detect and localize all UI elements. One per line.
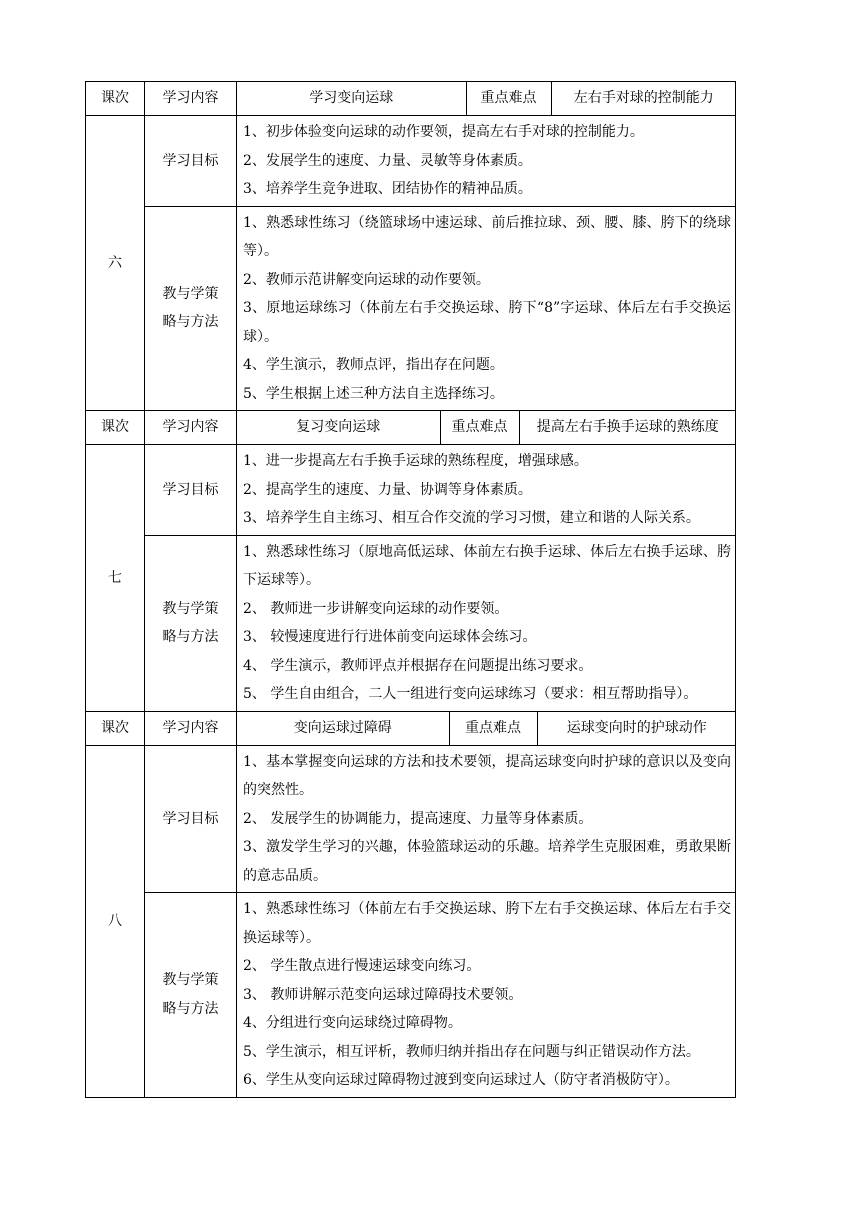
method-item: 2、 学生散点进行慢速运球变向练习。 xyxy=(243,958,481,974)
method-item: 3、 教师讲解示范变向运球过障碍技术要领。 xyxy=(243,986,523,1003)
goal-item: 3、培养学生竞争进取、团结协作的精神品质。 xyxy=(243,181,532,197)
goal-item: 1、基本掌握变向运球的方法和技术要领，提高运球变向时护球的意识以及变向的突然性。 xyxy=(243,753,731,798)
method-item: 1、熟悉球性练习（体前左右手交换运球、胯下左右手交换运球、体后左右手交换运球等）。 xyxy=(243,901,731,946)
goals-label: 学习目标 xyxy=(145,445,237,536)
method-item: 1、熟悉球性练习（原地高低运球、体前左右换手运球、体后左右换手运球、胯下运球等）。 xyxy=(243,543,731,588)
goal-item: 3、激发学生学习的兴趣，体验篮球运动的乐趣。培养学生克服困难，勇敢果断的意志品质。 xyxy=(243,839,731,884)
method-item: 2、教师示范讲解变向运球的动作要领。 xyxy=(243,271,490,288)
goal-item: 1、初步体验变向运球的动作要领，提高左右手对球的控制能力。 xyxy=(243,124,644,140)
goals-row xyxy=(86,116,736,207)
method-item: 3、 较慢速度进行行进体前变向运球体会练习。 xyxy=(243,629,537,645)
goals-cell xyxy=(237,445,736,536)
content-label: 学习内容 xyxy=(145,711,237,745)
lesson-number: 六 xyxy=(86,116,145,411)
key-points: 左右手对球的控制能力 xyxy=(551,82,736,115)
key-points-label: 重点难点 xyxy=(466,82,551,115)
lesson-header-row xyxy=(86,711,736,745)
content-label: 学习内容 xyxy=(145,411,237,445)
lesson-header-row xyxy=(86,411,736,445)
methods-cell xyxy=(237,535,736,711)
methods-label: 教与学策略与方法 xyxy=(145,535,237,711)
lesson-content: 复习变向运球 xyxy=(296,419,381,435)
method-item: 5、学生根据上述三种方法自主选择练习。 xyxy=(243,385,504,402)
method-item: 4、分组进行变向运球绕过障碍物。 xyxy=(243,1015,462,1031)
lesson-content: 学习变向运球 xyxy=(309,90,394,106)
lesson-plan-table xyxy=(85,81,736,1098)
method-item: 1、熟悉球性练习（绕篮球场中速运球、前后推拉球、颈、腰、膝、胯下的绕球等）。 xyxy=(243,214,731,259)
key-points: 提高左右手换手运球的熟练度 xyxy=(519,411,736,444)
goal-item: 2、 发展学生的协调能力，提高速度、力量等身体素质。 xyxy=(243,810,593,827)
content-label: 学习内容 xyxy=(145,82,237,116)
lesson-label: 课次 xyxy=(86,411,145,445)
goals-label: 学习目标 xyxy=(145,745,237,893)
goal-item: 3、培养学生自主练习、相互合作交流的学习习惯，建立和谐的人际关系。 xyxy=(243,510,700,526)
methods-cell xyxy=(237,206,736,411)
methods-row xyxy=(86,535,736,711)
lesson-content: 变向运球过障碍 xyxy=(293,719,392,736)
key-points-label: 重点难点 xyxy=(449,712,537,745)
method-item: 2、 教师进一步讲解变向运球的动作要领。 xyxy=(243,600,509,617)
goals-row xyxy=(86,745,736,893)
method-item: 3、原地运球练习（体前左右手交换运球、胯下“8”字运球、体后左右手交换运球）。 xyxy=(243,300,731,345)
lesson-plan-document xyxy=(85,81,735,1098)
method-item: 5、学生演示，相互评析，教师归纳并指出存在问题与纠正错误动作方法。 xyxy=(243,1043,700,1060)
methods-row xyxy=(86,206,736,411)
goal-item: 1、进一步提高左右手换手运球的熟练程度，增强球感。 xyxy=(243,453,588,469)
goal-item: 2、提高学生的速度、力量、协调等身体素质。 xyxy=(243,481,532,498)
key-points: 运球变向时的护球动作 xyxy=(537,712,736,745)
goals-cell xyxy=(237,745,736,893)
method-item: 4、 学生演示，教师评点并根据存在问题提出练习要求。 xyxy=(243,657,593,674)
methods-label: 教与学策略与方法 xyxy=(145,206,237,411)
lesson-header-row xyxy=(86,82,736,116)
goal-item: 2、发展学生的速度、力量、灵敏等身体素质。 xyxy=(243,152,532,169)
goals-label: 学习目标 xyxy=(145,116,237,207)
method-item: 5、 学生自由组合，二人一组进行变向运球练习（要求：相互帮助指导）。 xyxy=(243,686,698,702)
methods-label: 教与学策略与方法 xyxy=(145,893,237,1098)
method-item: 4、学生演示，教师点评，指出存在问题。 xyxy=(243,357,504,373)
lesson-number: 七 xyxy=(86,445,145,712)
goals-row xyxy=(86,445,736,536)
lesson-label: 课次 xyxy=(86,82,145,116)
method-item: 6、学生从变向运球过障碍物过渡到变向运球过人（防守者消极防守）。 xyxy=(243,1072,679,1088)
goals-cell xyxy=(237,116,736,207)
lesson-number: 八 xyxy=(86,745,145,1097)
key-points-label: 重点难点 xyxy=(440,411,519,444)
methods-row xyxy=(86,893,736,1098)
methods-cell xyxy=(237,893,736,1098)
lesson-label: 课次 xyxy=(86,711,145,745)
